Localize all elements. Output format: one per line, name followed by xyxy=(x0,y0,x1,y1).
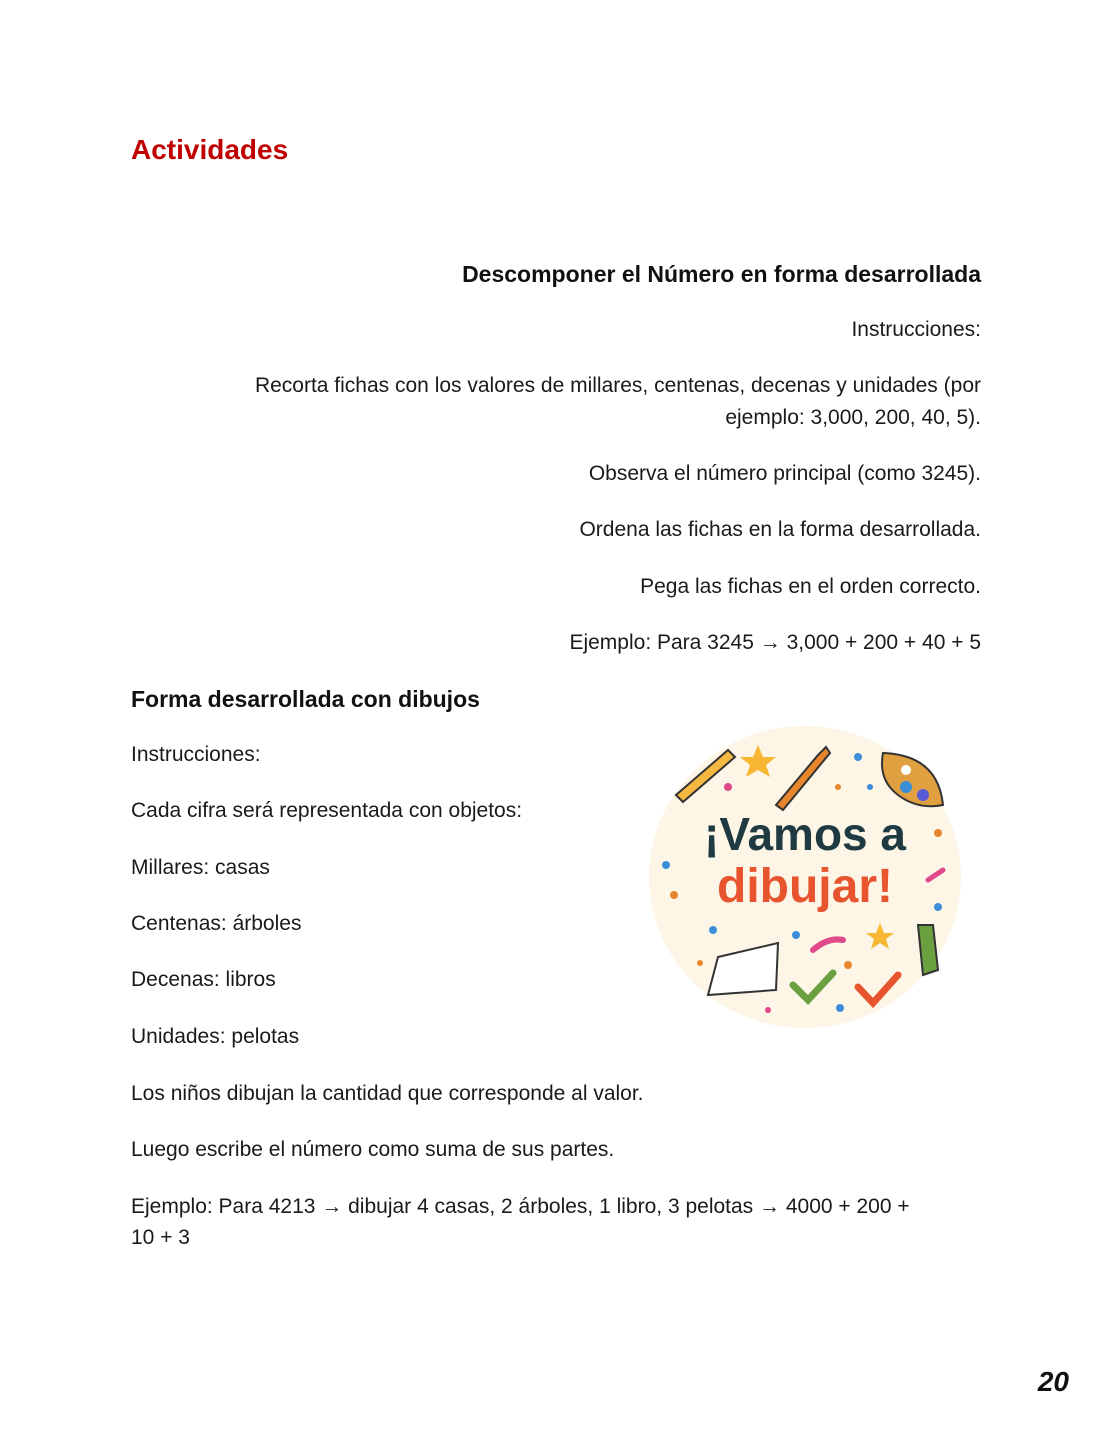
step-text: Ordena las fichas en la forma desarrollada. xyxy=(579,518,981,541)
step-text: ejemplo: 3,000, 200, 40, 5). xyxy=(725,406,981,429)
line-text: Millares: casas xyxy=(131,856,270,879)
step-text: Observa el número principal (como 3245). xyxy=(588,462,981,485)
line-text: Unidades: pelotas xyxy=(131,1025,300,1048)
line-text: Decenas: libros xyxy=(131,968,276,991)
example-text: 10 + 3 xyxy=(131,1226,190,1249)
step-text: Pega las fichas en el orden correcto. xyxy=(640,575,981,598)
section-heading: Forma desarrollada con dibujos xyxy=(131,686,480,712)
line-text: Los niños dibujan la cantidad que corresponde al valor. xyxy=(131,1082,644,1105)
page-title: Actividades xyxy=(131,134,289,165)
vamos-a-dibujar-illustration xyxy=(648,725,962,1030)
illustration-line1: ¡Vamos a xyxy=(704,808,906,860)
step-text: Recorta fichas con los valores de millares, centenas, decenas y unidades (por xyxy=(254,374,981,397)
example-text: Ejemplo: Para 4213 → dibujar 4 casas, 2 árboles, 1 libro, 3 pelotas → 4000 + 200 + xyxy=(131,1195,910,1218)
illustration-line2: dibujar! xyxy=(717,860,893,913)
example-text: Ejemplo: Para 3245 → 3,000 + 200 + 40 + 5 xyxy=(569,631,981,654)
page-number: 20 xyxy=(1037,1366,1069,1397)
line-text: Centenas: árboles xyxy=(131,912,302,935)
instructions-label: Instrucciones: xyxy=(131,743,261,766)
instructions-label: Instrucciones: xyxy=(851,318,981,341)
line-text: Luego escribe el número como suma de sus partes. xyxy=(131,1138,615,1161)
line-text: Cada cifra será representada con objetos: xyxy=(131,799,523,822)
section-heading: Descomponer el Número en forma desarrollada xyxy=(462,261,981,287)
